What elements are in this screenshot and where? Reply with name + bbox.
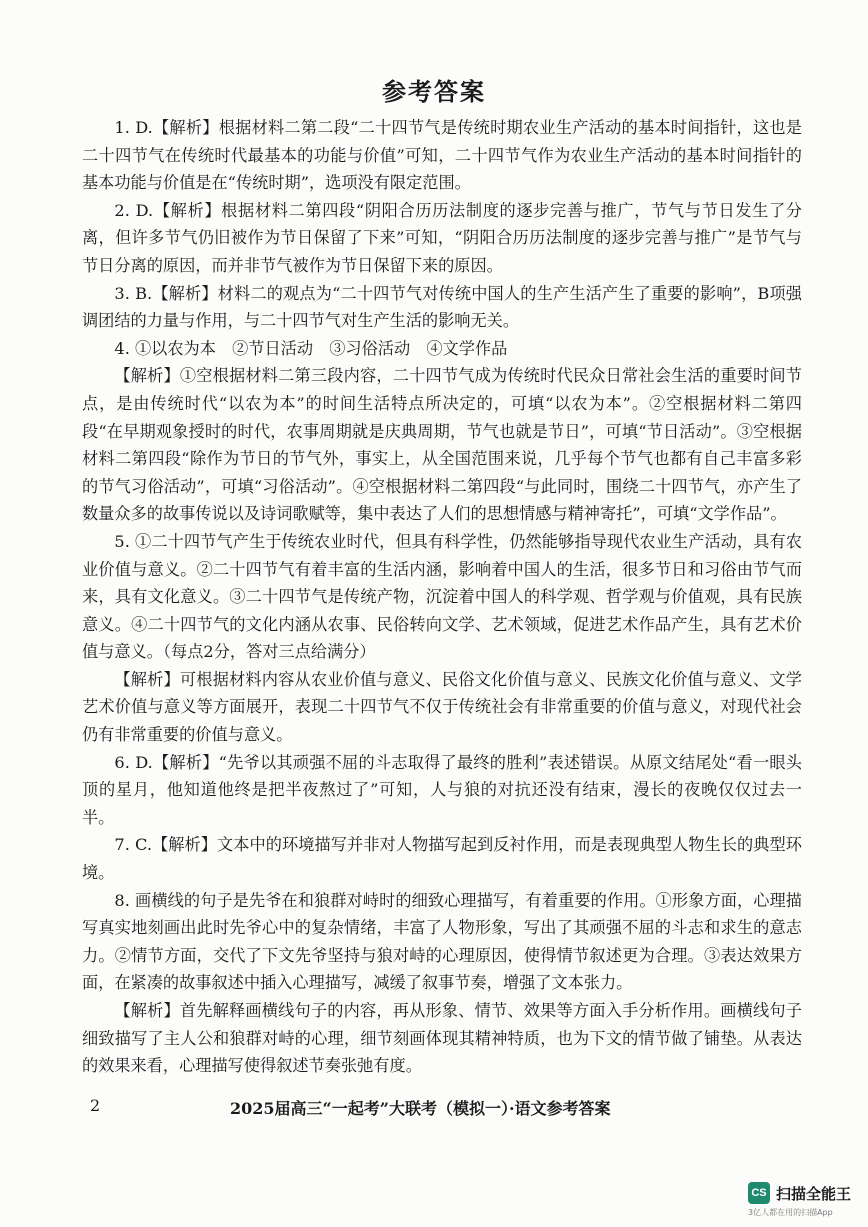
answer-content xyxy=(82,114,802,1080)
footer-title: 2025届高三“一起考”大联考（模拟一）·语文参考答案 xyxy=(230,1099,611,1118)
answer-paragraph: 2. D.【解析】根据材料二第四段“阴阳合历历法制度的逐步完善与推广，节气与节日发生了分离，但许多节气仍旧被作为节日保留了下来”可知，“阴阳合历历法制度的逐步完善与推广”是节气与节日分离的原因，而并非节气被作为节日保留下来的原因。 xyxy=(82,200,802,275)
page-number: 2 xyxy=(90,1096,101,1115)
analysis-paragraph: 【解析】首先解释画横线句子的内容，再从形象、情节、效果等方面入手分析作用。画横线句子细致描写了主人公和狼群对峙的心理，细节刻画体现其精神特质，也为下文的情节做了铺垫。从表达的效果来看，心理描写使得叙述节奏张弛有度。 xyxy=(82,1001,802,1076)
answer-paragraph: 3. B.【解析】材料二的观点为“二十四节气对传统中国人的生产生活产生了重要的影响”，B项强调团结的力量与作用，与二十四节气对生产生活的影响无关。 xyxy=(82,283,802,331)
answer-paragraph: 7. C.【解析】文本中的环境描写并非对人物描写起到反衬作用，而是表现典型人物生长的典型环境。 xyxy=(82,835,802,883)
answer-paragraph: 8. 画横线的句子是先爷在和狼群对峙时的细致心理描写，有着重要的作用。①形象方面，心理描写真实地刻画出此时先爷心中的复杂情绪，丰富了人物形象，写出了其顽强不屈的斗志和求生的意志力。②情节方面，交代了下文先爷坚持与狼对峙的心理原因，使得情节叙述更为合理。③表达效果方面，在紧凑的故事叙述中插入心理描写，减缓了叙事节奏，增强了文本张力。 xyxy=(82,890,802,993)
page-title: 参考答案 xyxy=(382,77,486,106)
answer-paragraph: 1. D.【解析】根据材料二第二段“二十四节气是传统时期农业生产活动的基本时间指针，这也是二十四节气在传统时代最基本的功能与价值”可知，二十四节气作为农业生产活动的基本时间指针的基本功能与价值是在“传统时期”，选项没有限定范围。 xyxy=(82,118,802,193)
camscanner-logo-icon: CS xyxy=(748,1182,770,1204)
analysis-paragraph: 【解析】可根据材料内容从农业价值与意义、民俗文化价值与意义、民族文化价值与意义、文学艺术价值与意义等方面展开，表现二十四节气不仅于传统社会有非常重要的价值与意义，对现代社会仍有非常重要的价值与意义。 xyxy=(82,669,802,745)
answer-paragraph: 5. ①二十四节气产生于传统农业时代，但具有科学性，仍然能够指导现代农业生产活动，具有农业价值与意义。②二十四节气有着丰富的生活内涵，影响着中国人的生活，很多节日和习俗由节气而来，具有文化意义。③二十四节气是传统产物，沉淀着中国人的科学观、哲学观与价值观，具有民族意义。④二十四节气的文化内涵从农事、民俗转向文学、艺术领域，促进艺术作品产生，具有艺术价值与意义。（每点2分，答对三点给满分） xyxy=(82,531,802,662)
scanner-watermark xyxy=(748,1182,858,1218)
answer-paragraph: 6. D.【解析】“先爷以其顽强不屈的斗志取得了最终的胜利”表述错误。从原文结尾处“看一眼头顶的星月，他知道他终是把半夜熬过了”可知，人与狼的对抗还没有结束，漫长的夜晚仅仅过去一半。 xyxy=(82,752,802,827)
answer-paragraph: 4. ①以农为本 ②节日活动 ③习俗活动 ④文学作品 xyxy=(114,338,508,358)
analysis-paragraph: 【解析】①空根据材料二第三段内容，二十四节气成为传统时代民众日常社会生活的重要时间节点，是由传统时代“以农为本”的时间生活特点所决定的，可填“以农为本”。②空根据材料二第四段“在早期观象授时的时代，农事周期就是庆典周期，节气也就是节日”，可填“节日活动”。③空根据材料二第四段“除作为节日的节气外，事实上，从全国范围来说，几乎每个节气也都有自己丰富多彩的节气习俗活动”，可填“习俗活动”。④空根据材料二第四段“与此同时，围绕二十四节气，亦产生了数量众多的故事传说以及诗词歌赋等，集中表达了人们的思想情感与精神寄托”，可填“文学作品”。 xyxy=(82,366,802,524)
watermark-name: 扫描全能王 xyxy=(776,1185,852,1203)
watermark-tagline: 3亿人都在用的扫描App xyxy=(748,1208,833,1217)
